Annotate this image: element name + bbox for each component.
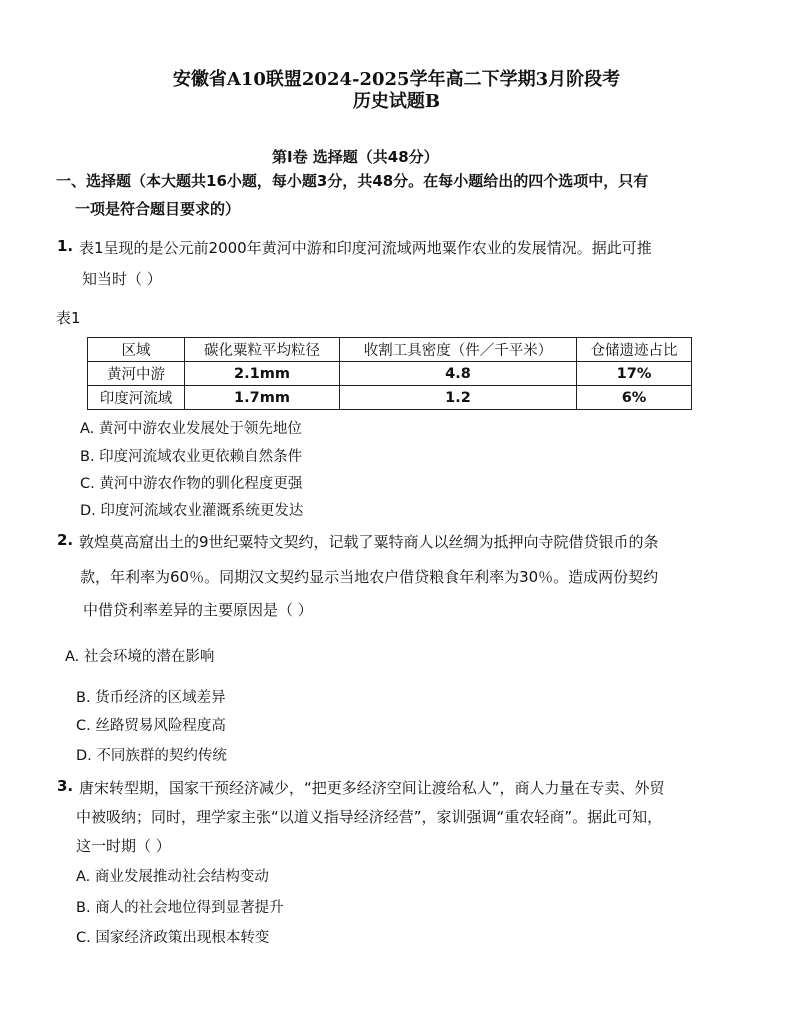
question-2-number: 2. xyxy=(57,531,74,549)
table-cell: 1.7mm xyxy=(185,386,340,410)
question-3-option-a: A. 商业发展推动社会结构变动 xyxy=(76,869,269,885)
table-cell: 黄河中游 xyxy=(88,362,185,386)
table-cell: 2.1mm xyxy=(185,362,340,386)
question-2-stem-line3: 中借贷利率差异的主要原因是（ ） xyxy=(83,601,313,619)
question-1-option-c: C. 黄河中游农作物的驯化程度更强 xyxy=(80,476,303,492)
section-title: 第I卷 选择题（共48分） xyxy=(272,148,439,166)
table-cell: 1.2 xyxy=(340,386,577,410)
question-2-stem-line2: 款，年利率为60％。同期汉文契约显示当地农户借贷粮食年利率为30％。造成两份契约 xyxy=(80,568,659,586)
question-1-option-b: B. 印度河流域农业更依赖自然条件 xyxy=(80,449,303,465)
question-3-option-b: B. 商人的社会地位得到显著提升 xyxy=(76,900,284,916)
question-1-option-d: D. 印度河流域农业灌溉系统更发达 xyxy=(80,503,304,519)
table-cell: 6% xyxy=(577,386,692,410)
question-2-option-a: A. 社会环境的潜在影响 xyxy=(65,649,215,665)
table-row xyxy=(88,362,692,386)
exam-subtitle: 历史试题B xyxy=(352,91,441,112)
question-2-stem-line1: 敦煌莫高窟出土的9世纪粟特文契约，记载了粟特商人以丝绸为抵押向寺院借贷银币的条 xyxy=(79,533,659,551)
question-3-stem-line2: 中被吸纳；同时，理学家主张“以道义指导经济经营”，家训强调“重农轻商”。据此可知， xyxy=(76,808,663,826)
section-instruction-line2: 一项是符合题目要求的） xyxy=(75,200,241,218)
table-cell: 印度河流域 xyxy=(88,386,185,410)
table-caption: 表1 xyxy=(56,309,81,327)
table-header-cell: 碳化粟粒平均粒径 xyxy=(185,338,340,362)
section-instruction-line1: 一、选择题（本大题共16小题，每小题3分，共48分。在每小题给出的四个选项中，只有 xyxy=(56,172,649,190)
table-cell: 4.8 xyxy=(340,362,577,386)
question-2-option-c: C. 丝路贸易风险程度高 xyxy=(76,718,226,734)
exam-title: 安徽省A10联盟2024-2025学年高二下学期3月阶段考 xyxy=(172,69,621,90)
question-3-option-c: C. 国家经济政策出现根本转变 xyxy=(76,930,270,946)
table-header-cell: 收割工具密度（件／千平米） xyxy=(340,338,577,362)
question-2-option-d: D. 不同族群的契约传统 xyxy=(76,748,227,764)
table-header-row xyxy=(88,338,692,362)
question-3-stem-line3: 这一时期（ ） xyxy=(76,837,171,855)
data-table xyxy=(87,337,692,410)
table-header-cell: 区域 xyxy=(88,338,185,362)
table-cell: 17% xyxy=(577,362,692,386)
question-1-stem-line2: 知当时（ ） xyxy=(82,270,162,288)
table-row xyxy=(88,386,692,410)
question-3-number: 3. xyxy=(57,777,74,795)
question-3-stem-line1: 唐宋转型期，国家干预经济减少，“把更多经济空间让渡给私人”，商人力量在专卖、外贸 xyxy=(79,779,665,797)
question-1-stem-line1: 表1呈现的是公元前2000年黄河中游和印度河流域两地粟作农业的发展情况。据此可推 xyxy=(79,239,652,257)
question-1-option-a: A. 黄河中游农业发展处于领先地位 xyxy=(80,421,302,437)
table-header-cell: 仓储遗迹占比 xyxy=(577,338,692,362)
question-2-option-b: B. 货币经济的区域差异 xyxy=(76,690,226,706)
question-1-number: 1. xyxy=(57,237,74,255)
